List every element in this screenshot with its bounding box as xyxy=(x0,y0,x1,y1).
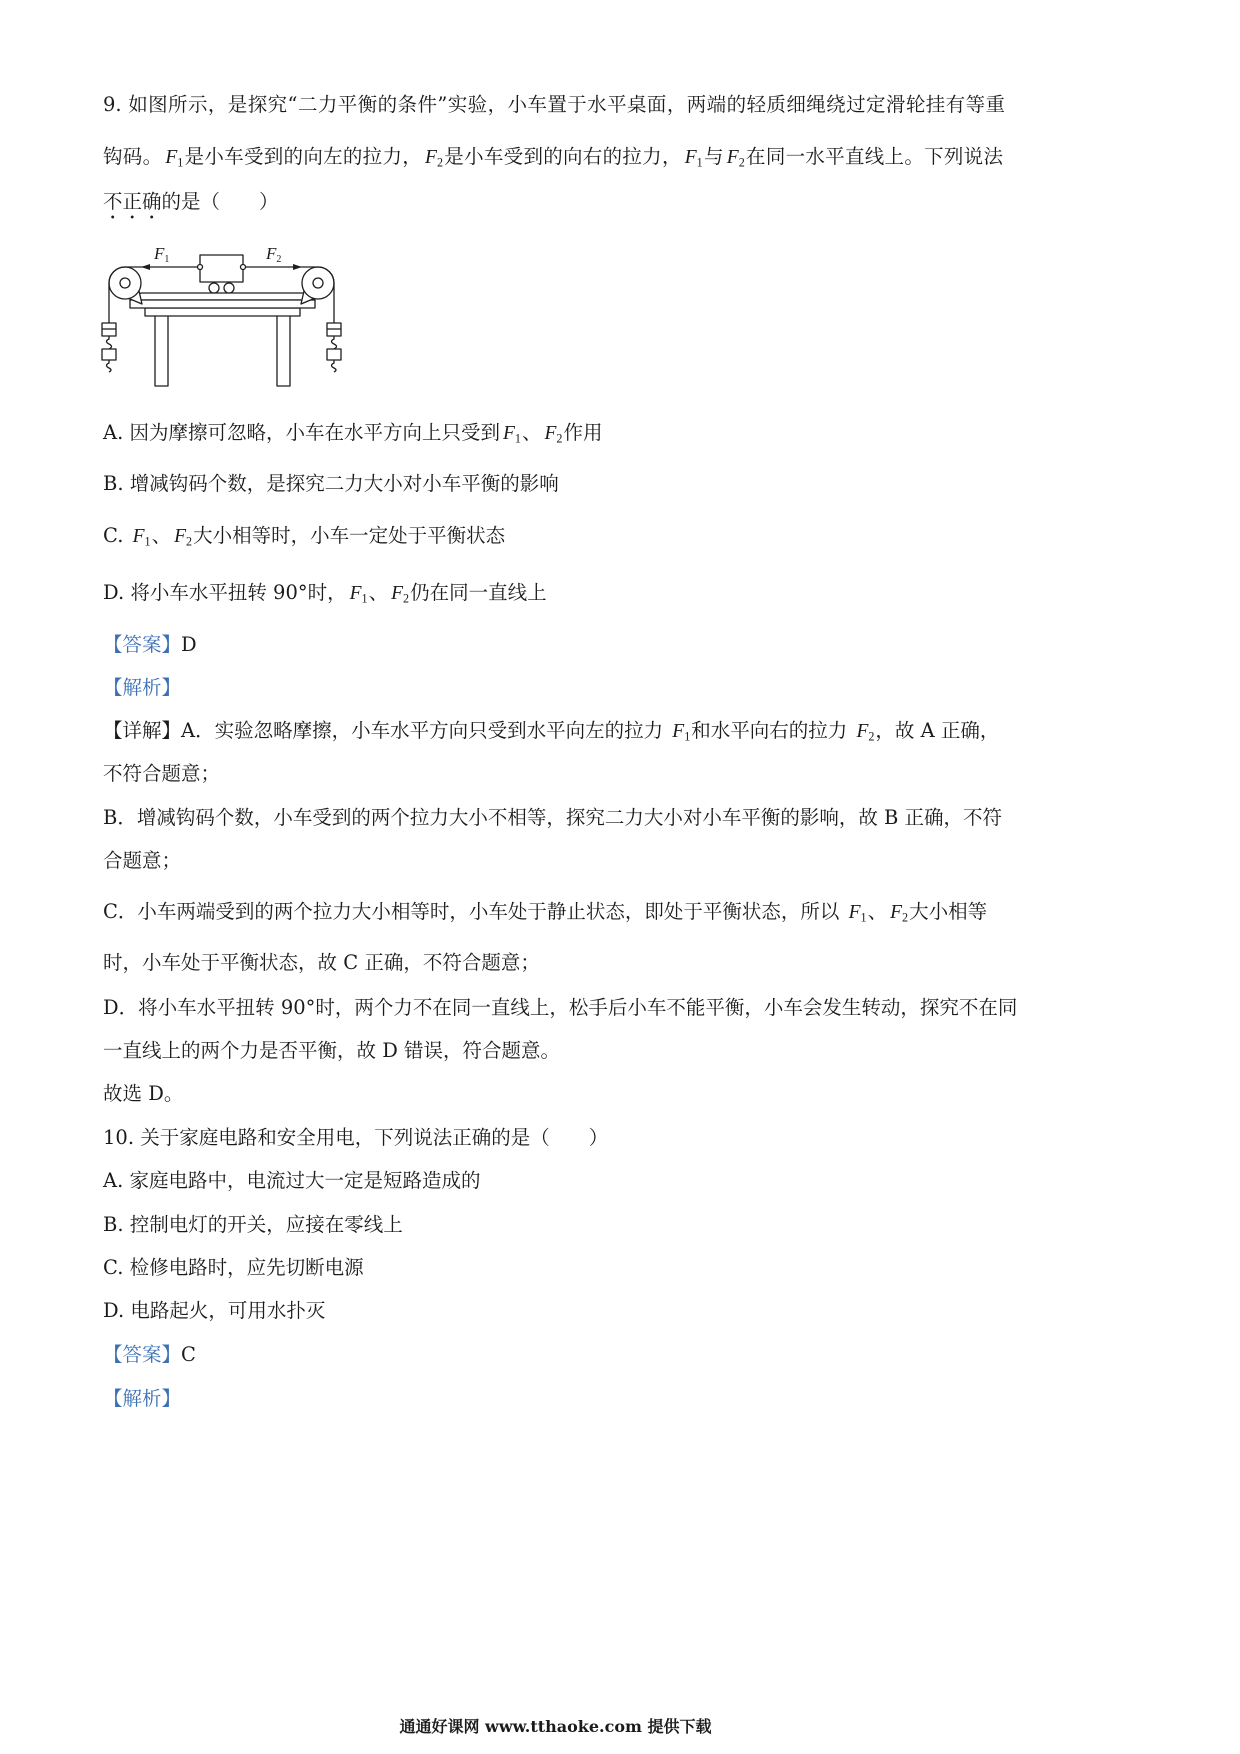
q9-explanation-line-9 xyxy=(103,1081,183,1107)
q10-answer xyxy=(103,1342,196,1368)
q10-option-a xyxy=(103,1168,480,1194)
q10-stem-line-1 xyxy=(103,1125,608,1151)
q9-option-a xyxy=(103,420,602,447)
text-run: 在同一水平直线上。下列说法 xyxy=(745,145,1003,168)
text-run: 、 xyxy=(368,581,389,604)
q10-option-c xyxy=(103,1255,364,1281)
text-run: 、 xyxy=(867,900,888,923)
cart-hook-left xyxy=(198,265,203,270)
text-run: 和水平向右的拉力 xyxy=(691,719,854,742)
text-run: D. 将小车水平扭转 90°时， xyxy=(103,581,347,604)
q9-option-c xyxy=(103,523,505,550)
q9-explanation-line-5 xyxy=(103,899,988,926)
balance-experiment-figure xyxy=(95,238,345,393)
force-letter: F xyxy=(544,423,557,444)
table-top-edge xyxy=(130,300,315,308)
q9-analysis-label xyxy=(103,675,181,701)
text-run: C. 检修电路时，应先切断电源 xyxy=(103,1256,364,1279)
text-run: 时，小车处于平衡状态，故 C 正确，不符合题意； xyxy=(103,951,540,974)
force-subscript: 1 xyxy=(361,591,368,606)
force-f1-subscript: 1 xyxy=(164,254,170,265)
text-run: C．小车两端受到的两个拉力大小相等时，小车处于静止状态，即处于平衡状态，所以 xyxy=(103,900,846,923)
force-letter: F xyxy=(890,902,903,923)
force-f2-arrowhead xyxy=(293,264,302,270)
cart-wheel-right xyxy=(224,283,234,293)
force-subscript: 2 xyxy=(556,431,563,446)
force-subscript: 1 xyxy=(144,534,151,549)
force-f2-symbol xyxy=(856,721,874,742)
force-letter: F xyxy=(684,147,697,168)
force-subscript: 2 xyxy=(186,534,193,549)
force-subscript: 2 xyxy=(738,155,745,170)
text-run: 是小车受到的向左的拉力， xyxy=(184,145,423,168)
force-letter: F xyxy=(856,721,869,742)
text-run: 大小相等 xyxy=(909,900,988,923)
q10-analysis-label xyxy=(103,1386,181,1412)
force-subscript: 2 xyxy=(436,155,444,170)
force-letter: F xyxy=(672,721,685,742)
answer-value: C xyxy=(181,1343,196,1366)
force-letter: F xyxy=(391,583,404,604)
text-run: B．增减钩码个数，小车受到的两个拉力大小不相等，探究二力大小对小车平衡的影响，故 B 正确，不符 xyxy=(103,806,1003,829)
force-f2-symbol xyxy=(544,423,562,444)
text-run: 大小相等时，小车一定处于平衡状态 xyxy=(193,524,506,547)
force-f1-symbol xyxy=(350,583,368,604)
analysis-label: 【解析】 xyxy=(103,1387,182,1410)
text-run: D．将小车水平扭转 90°时，两个力不在同一直线上，松手后小车不能平衡，小车会发生转动，探究不在同 xyxy=(103,996,1018,1019)
cart-body xyxy=(200,255,243,282)
answer-value: D xyxy=(181,633,197,656)
force-letter: F xyxy=(726,147,739,168)
force-f1-symbol xyxy=(165,147,183,168)
q9-explanation-line-4 xyxy=(103,848,181,874)
table-top-surface xyxy=(130,293,315,300)
force-f1-arrowhead xyxy=(141,264,150,270)
force-f1-symbol xyxy=(503,423,521,444)
force-f2-symbol xyxy=(425,147,443,168)
q9-explanation-line-1 xyxy=(103,718,1000,745)
text-run: C. xyxy=(103,524,130,547)
force-letter: F xyxy=(132,526,145,547)
emphasis-text: 不正确 xyxy=(103,190,162,213)
cart-hook-right xyxy=(241,265,246,270)
force-f2-symbol xyxy=(890,902,908,923)
q9-explanation-line-8 xyxy=(103,1038,560,1064)
text-run: 作用 xyxy=(563,421,603,444)
force-f1-letter: F xyxy=(154,244,165,263)
table-leg-right xyxy=(277,308,290,386)
force-subscript: 2 xyxy=(902,910,909,925)
q9-option-b xyxy=(103,471,559,497)
text-run: 、 xyxy=(151,524,172,547)
force-f2-label xyxy=(265,244,281,265)
force-f2-subscript: 2 xyxy=(276,254,282,265)
force-letter: F xyxy=(848,902,861,923)
q10-option-b xyxy=(103,1212,403,1238)
text-run: B. 增减钩码个数，是探究二力大小对小车平衡的影响 xyxy=(103,472,559,495)
text-run: 【详解】A．实验忽略摩擦，小车水平方向只受到水平向左的拉力 xyxy=(103,719,670,742)
force-f1-symbol xyxy=(685,147,703,168)
force-letter: F xyxy=(174,526,187,547)
text-run: 合题意； xyxy=(103,849,182,872)
cart-wheel-left xyxy=(209,283,219,293)
text-run: 与 xyxy=(703,145,724,168)
text-run: 、 xyxy=(521,421,542,444)
q9-explanation-line-6 xyxy=(103,950,540,976)
text-run: 不符合题意； xyxy=(103,762,221,785)
force-f1-symbol xyxy=(849,902,867,923)
q9-explanation-line-2 xyxy=(103,761,220,787)
force-subscript: 2 xyxy=(868,729,875,744)
force-subscript: 1 xyxy=(696,155,703,170)
force-f2-symbol xyxy=(727,147,745,168)
text-run: 的是（ ） xyxy=(161,190,279,213)
force-f1-symbol xyxy=(133,526,151,547)
q9-option-d xyxy=(103,580,547,607)
table-leg-left xyxy=(155,308,168,386)
force-letter: F xyxy=(165,147,178,168)
q9-stem-line-1 xyxy=(103,92,1005,118)
force-subscript: 1 xyxy=(684,729,691,744)
text-run: B. 控制电灯的开关，应接在零线上 xyxy=(103,1213,403,1236)
q10-option-d xyxy=(103,1298,325,1324)
text-run: 故选 D。 xyxy=(103,1082,184,1105)
text-run: 9. 如图所示，是探究“二力平衡的条件”实验，小车置于水平桌面，两端的轻质细绳绕过定滑轮挂有等重 xyxy=(103,93,1005,116)
q9-explanation-line-3 xyxy=(103,805,1003,831)
text-run: A. 家庭电路中，电流过大一定是短路造成的 xyxy=(103,1169,481,1192)
force-letter: F xyxy=(349,583,362,604)
force-subscript: 1 xyxy=(177,155,184,170)
force-f2-letter: F xyxy=(266,244,277,263)
page-footer: 通通好课网 www.tthaoke.com 提供下载 xyxy=(399,1717,712,1736)
q9-explanation-line-7 xyxy=(103,995,1018,1021)
answer-label: 【答案】 xyxy=(103,1343,182,1366)
q9-stem-line-2 xyxy=(103,144,1003,171)
q9-answer xyxy=(103,632,197,658)
hook-weights-right xyxy=(327,323,341,372)
text-run: 仍在同一直线上 xyxy=(410,581,547,604)
force-subscript: 1 xyxy=(514,431,521,446)
answer-label: 【答案】 xyxy=(103,633,182,656)
force-f1-label xyxy=(153,244,169,265)
force-f2-symbol xyxy=(174,526,192,547)
text-run: ，故 A 正确， xyxy=(875,719,1000,742)
force-letter: F xyxy=(502,423,515,444)
text-run: A. 因为摩擦可忽略，小车在水平方向上只受到 xyxy=(103,421,500,444)
force-f2-symbol xyxy=(391,583,409,604)
text-run: 钩码。 xyxy=(103,145,163,168)
force-subscript: 2 xyxy=(403,591,410,606)
table-apron xyxy=(145,308,300,316)
q9-stem-line-3 xyxy=(103,189,279,224)
text-run: D. 电路起火，可用水扑灭 xyxy=(103,1299,326,1322)
text-run: 10. 关于家庭电路和安全用电，下列说法正确的是（ ） xyxy=(103,1126,609,1149)
hook-weights-left xyxy=(102,323,116,372)
analysis-label: 【解析】 xyxy=(103,676,182,699)
text-run: 是小车受到的向右的拉力， xyxy=(444,145,682,168)
force-f1-symbol xyxy=(672,721,690,742)
force-letter: F xyxy=(425,147,437,168)
text-run: 一直线上的两个力是否平衡，故 D 错误，符合题意。 xyxy=(103,1039,561,1062)
force-subscript: 1 xyxy=(860,910,867,925)
